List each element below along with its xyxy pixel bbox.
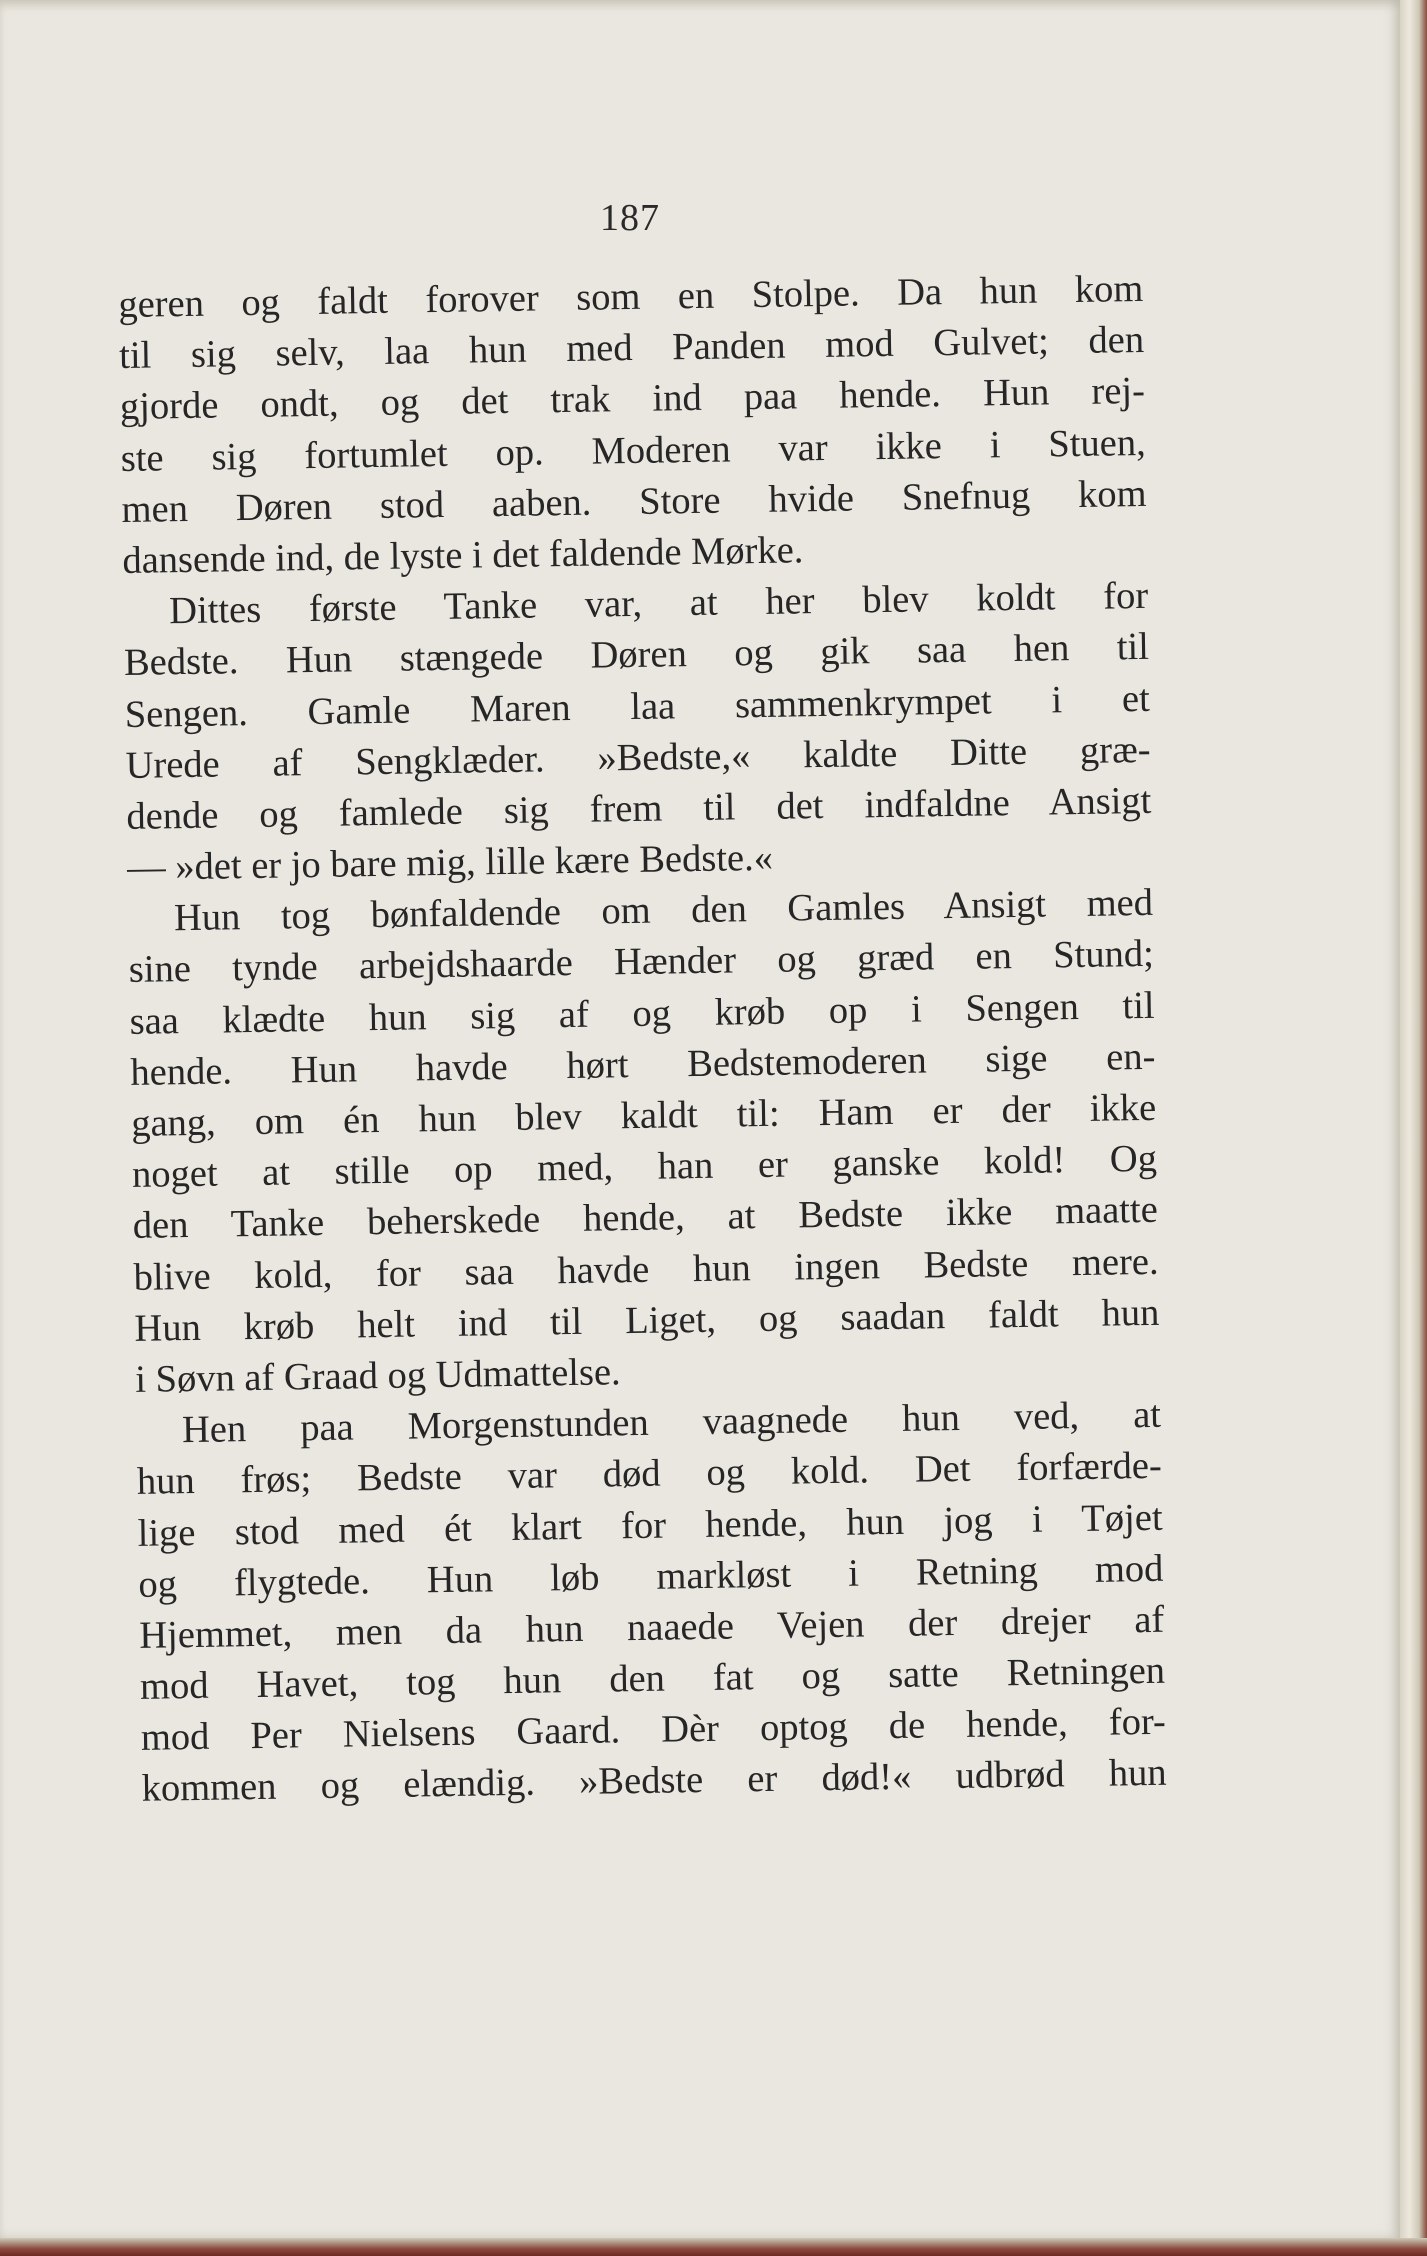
text-line: Hjemmet, men da hun naaede Vejen der drejer af — [138, 1598, 1165, 1657]
text-line: noget at stille op med, han er ganske kold! Og — [131, 1137, 1158, 1197]
text-line: hun frøs; Bedste var død og kold. Det forfærde- — [136, 1445, 1163, 1504]
page-number: 187 — [600, 197, 660, 239]
text-line: men Døren stod aaben. Store hvide Snefnug kom — [121, 472, 1147, 531]
text-line: gjorde ondt, og det trak ind paa hende. Hun rej- — [119, 370, 1146, 429]
text-line: sine tynde arbejdshaarde Hænder og græd en Stund; — [128, 933, 1155, 992]
page-edge — [1400, 0, 1427, 2256]
text-line: — »det er jo bare mig, lille kære Bedste.« — [126, 836, 774, 889]
text-line: mod Havet, tog hun den fat og satte Retningen — [139, 1649, 1166, 1708]
text-line: i Søvn af Graad og Udmattelse. — [134, 1351, 621, 1401]
text-line: blive kold, for saa havde hun ingen Bedste mere. — [133, 1240, 1159, 1299]
text-line: Bedste. Hun stængede Døren og gik saa hen til — [123, 626, 1150, 685]
text-line: ste sig fortumlet op. Moderen var ikke i Stuen, — [120, 421, 1147, 480]
text-line: og flygtede. Hun løb markløst i Retning mod — [138, 1547, 1164, 1606]
text-line: geren og faldt forover som en Stolpe. Da hun kom — [118, 267, 1144, 326]
text-line: dansende ind, de lyste i det faldende Mørke. — [122, 529, 804, 582]
body-text — [118, 264, 1167, 1816]
text-line: Hun krøb helt ind til Liget, og saadan faldt hun — [134, 1291, 1160, 1350]
text-line: lige stod med ét klart for hende, hun jog i Tøjet — [137, 1496, 1163, 1555]
text-line: dende og famlede sig frem til det indfaldne Ansigt — [126, 779, 1152, 838]
text-line: til sig selv, laa hun med Panden mod Gulvet; den — [118, 319, 1145, 378]
text-line: Sengen. Gamle Maren laa sammenkrympet i et — [124, 677, 1151, 736]
text-line: hende. Hun havde hørt Bedstemoderen sige en- — [130, 1035, 1156, 1094]
text-line: Urede af Sengklæder. »Bedste,« kaldte Ditte græ- — [125, 728, 1151, 787]
text-line: Dittes første Tanke var, at her blev koldt for — [168, 574, 1149, 633]
text-line: gang, om én hun blev kaldt til: Ham er der ikke — [130, 1086, 1157, 1145]
page-bottom-edge — [0, 2238, 1427, 2256]
text-line: Hun tog bønfaldende om den Gamles Ansigt med — [173, 882, 1154, 940]
text-line: kommen og elændig. »Bedste er død!« udbrød hun — [141, 1752, 1167, 1811]
text-line: saa klædte hun sig af og krøb op i Sengen til — [129, 984, 1155, 1043]
text-line: Hen paa Morgenstunden vaagnede hun ved, at — [181, 1393, 1162, 1452]
text-line: den Tanke beherskede hende, at Bedste ikke maatte — [132, 1189, 1159, 1248]
text-line: mod Per Nielsens Gaard. Dèr optog de hende, for- — [140, 1700, 1167, 1760]
